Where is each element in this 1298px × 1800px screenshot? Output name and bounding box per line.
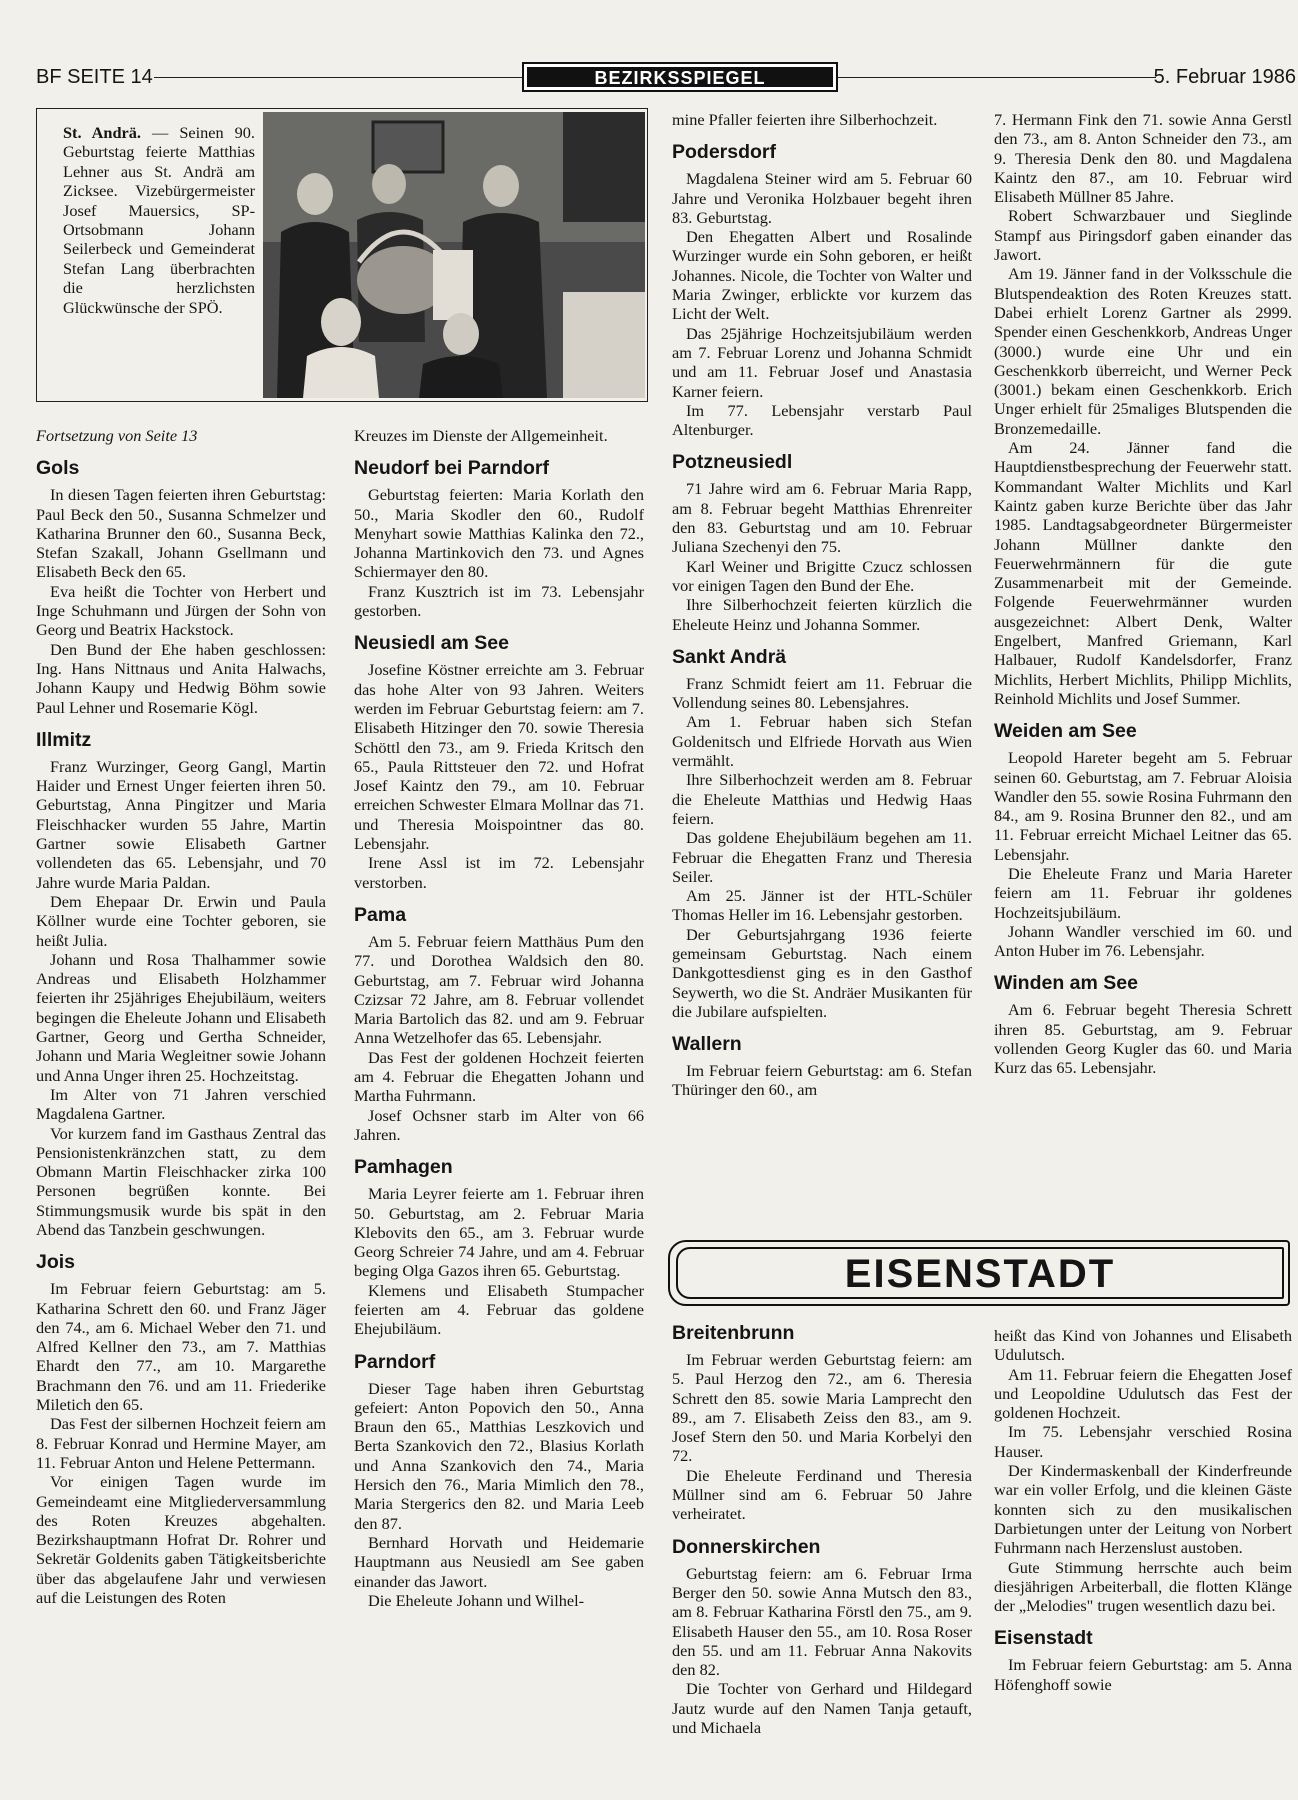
header-rule-right: [838, 77, 1156, 78]
locality-heading: Illmitz: [36, 728, 92, 751]
photo-illustration: [263, 112, 645, 398]
paragraph: Eva heißt die Tochter von Herbert und Inge Schuhmann und Jürgen der Sohn von Georg und Beatrix Hackstock.: [36, 581, 326, 640]
paragraph: Magdalena Steiner wird am 5. Februar 60 Jahre und Veronika Holzbauer begeht ihren 83. Geburtstag.: [672, 169, 972, 227]
locality-heading: Neudorf bei Parndorf: [354, 457, 550, 480]
paragraph: Franz Schmidt feiert am 11. Februar die Vollendung seines 80. Lebensjahres.: [672, 673, 972, 713]
locality-heading: Gols: [36, 457, 80, 480]
paragraph: Johann und Rosa Thalhammer sowie Andreas und Elisabeth Holzhammer feierten ihr 25jähriges Ehejubiläum, weiters begingen die Eheleute Johann und Elisabeth Gartner, Georg und Gertha Schneider, Johann und Maria Wegleitner sowie Johann und Anna Unger ihren 25. Hochzeitstag.: [36, 949, 326, 1085]
paragraph: Im Alter von 71 Jahren verschied Magdalena Gartner.: [36, 1084, 326, 1124]
paragraph: Vor kurzem fand im Gasthaus Zentral das Pensionistenkränzchen statt, zu dem Obmann Martin Fleischhacker zirka 100 Personen begrüßen konnte. Bei Stimmungsmusik wurde bis spät in den Abend das Tanzbein geschwungen.: [36, 1123, 326, 1239]
paragraph: Das 25jährige Hochzeitsjubiläum werden am 7. Februar Lorenz und Johanna Schmidt und am 11. Februar Josef und Anastasia Karner feiern.: [672, 323, 972, 401]
eisenstadt-column-b: [994, 1326, 1292, 1694]
photo-caption-head: St. Andrä.: [63, 123, 141, 142]
paragraph: 71 Jahre wird am 6. Februar Maria Rapp, am 8. Februar begeht Matthias Ehrenreiter den 83. Geburtstag und am 10. Februar Juliana Szechenyi den 75.: [672, 479, 972, 557]
locality-heading: Pamhagen: [354, 1156, 453, 1179]
paragraph: Am 5. Februar feiern Matthäus Pum den 77. und Dorothea Waldsich den 80. Geburtstag, am 7. Februar wird Johanna Czizsar 72 Jahre, am 8. Februar vollendet Maria Bartolich das 82. und am 9. Februar Anna Wetzelhofer das 65. Lebensjahr.: [354, 931, 644, 1048]
locality-heading: Jois: [36, 1251, 76, 1274]
paragraph: Die Eheleute Johann und Wilhel-: [368, 1590, 585, 1610]
locality-heading: Eisenstadt: [994, 1627, 1093, 1650]
paragraph: Am 1. Februar haben sich Stefan Goldenitsch und Elfriede Horvath aus Wien vermählt.: [672, 712, 972, 771]
column-1: [36, 426, 326, 1607]
paragraph: Klemens und Elisabeth Stumpacher feierten am 4. Februar das goldene Ehejubiläum.: [354, 1280, 644, 1339]
locality-heading: Parndorf: [354, 1350, 436, 1373]
section-title: BEZIRKSSPIEGEL: [527, 67, 833, 87]
paragraph: Das Fest der silbernen Hochzeit feiern am 8. Februar Konrad und Hermine Mayer, am 11. Februar Anton und Helene Pettermann.: [36, 1414, 326, 1472]
paragraph: Geburtstag feiern: am 6. Februar Irma Berger den 50. sowie Anna Mutsch den 83., am 8. Februar Katharina Förstl den 75., am 9. Elisabeth Hauser den 55., am 10. Rosa Roser den 55. und am 11. Februar Anna Nakovits den 82.: [672, 1563, 972, 1680]
column-2: [354, 426, 644, 1610]
paragraph: Im 77. Lebensjahr verstarb Paul Altenburger.: [672, 400, 972, 440]
photo-caption: [63, 123, 255, 317]
paragraph: Franz Wurzinger, Georg Gangl, Martin Haider und Ernest Unger feierten ihren 50. Geburtstag, Anna Pingitzer und Maria Fleischhacker wurden 55 Jahre, Martin Gartner sowie Elisabeth Gartner vollendeten das 65. Lebensjahr, und 70 Jahre wurde Maria Paldan.: [36, 756, 326, 892]
paragraph: Josef Ochsner starb im Alter von 66 Jahren.: [354, 1105, 644, 1144]
paragraph: Josefine Köstner erreichte am 3. Februar das hohe Alter von 93 Jahren. Weiters werden im Februar Geburtstag feiern: am 7. Elisabeth Hitzinger den 70. sowie Theresia Schöttl den 73., am 9. Frieda Kritsch den 65., Paula Rittsteuer den 72. und Hofrat Josef Kaintz den 79., am 10. Februar erreichen Schwester Elmara Mollnar das 71. und Theresia Moispointner das 80. Lebensjahr.: [354, 660, 644, 854]
paragraph: Gute Stimmung herrschte auch beim diesjährigen Arbeiterball, die flotten Klänge der „Melodies" trugen wesentlich dazu bei.: [994, 1557, 1292, 1616]
paragraph: Die Tochter von Gerhard und Hildegard Jautz wurde auf den Namen Tanja getauft, und Michaela: [672, 1679, 972, 1738]
paragraph: Im Februar feiern Geburtstag: am 6. Stefan Thüringer den 60., am: [672, 1061, 972, 1100]
page-number: BF SEITE 14: [36, 66, 153, 88]
column-3: [672, 110, 972, 1100]
locality-heading: Donnerskirchen: [672, 1535, 821, 1558]
paragraph: Am 25. Jänner ist der HTL-Schüler Thomas Heller im 16. Lebensjahr gestorben.: [672, 886, 972, 925]
paragraph: Im Februar feiern Geburtstag: am 5. Anna Höfenghoff sowie: [994, 1655, 1292, 1694]
paragraph: Der Kindermaskenball der Kinderfreunde war ein voller Erfolg, und die kleinen Gäste konnten sich zu den musikalischen Darbietungen unter der Leitung von Norbert Fuhrmann nach Herzenslust austoben.: [994, 1461, 1292, 1558]
paragraph: Am 6. Februar begeht Theresia Schrett ihren 85. Geburtstag, am 9. Februar vollenden Georg Kugler das 60. und Maria Kurz das 65. Lebensjahr.: [994, 1000, 1292, 1078]
column-3-lead: mine Pfaller feierten ihre Silberhochzeit.: [672, 110, 938, 129]
locality-heading: Podersdorf: [672, 141, 777, 164]
locality-heading: Winden am See: [994, 972, 1138, 995]
paragraph: Im Februar werden Geburtstag feiern: am 5. Paul Herzog den 72., am 6. Theresia Schrett den 85. sowie Maria Lamprecht den 89., am 7. Elisabeth Zeiss den 83., am 9. Josef Stern den 50. und Maria Korbelyi den 72.: [672, 1350, 972, 1466]
column-2-lead: Kreuzes im Dienste der Allgemeinheit.: [354, 426, 608, 445]
locality-heading: Weiden am See: [994, 720, 1137, 743]
issue-date: 5. Februar 1986: [1153, 66, 1296, 88]
paragraph: Irene Assl ist im 72. Lebensjahr verstorben.: [354, 853, 644, 892]
paragraph: Johann Wandler verschied im 60. und Anton Huber im 76. Lebensjahr.: [994, 921, 1292, 961]
paragraph: Vor einigen Tagen wurde im Gemeindeamt eine Mitgliederversammlung des Roten Kreuzes abgehalten. Bezirkshauptmann Hofrat Dr. Rohrer und Sekretär Goldenits gaben Tätigkeitsberichte über das abgelaufene Jahr und verwiesen auf die Leistungen des Roten: [36, 1472, 326, 1608]
locality-heading: Sankt Andrä: [672, 645, 787, 668]
paragraph: Dieser Tage haben ihren Geburtstag gefeiert: Anton Popovich den 50., Anna Braun den 65., Matthias Leszkovich und Berta Szankovich den 72., Blasius Korlath und Anna Szankovich den 74., Maria Hersich den 76., Maria Mimlich den 78., Maria Stergerics den 82. und Maria Leeb den 87.: [354, 1378, 644, 1533]
eisenstadt-banner-title: EISENSTADT: [676, 1247, 1284, 1299]
column-4: [994, 110, 1292, 1078]
paragraph: Maria Leyrer feierte am 1. Februar ihren 50. Geburtstag, am 2. Februar Maria Klebovits den 65., am 3. Februar wurde Georg Schreier 74 Jahre, und am 4. Februar beging Olga Gazos ihren 65. Geburtstag.: [354, 1184, 644, 1281]
eisenstadt-banner: [668, 1240, 1290, 1306]
paragraph: Am 24. Jänner fand die Hauptdienstbesprechung der Feuerwehr statt. Kommandant Walter Michlits und Karl Kaintz gaben kurze Berichte über das Jahr 1985. Landtagsabgeordneter Bürgermeister Johann Müllner dankte den Feuerwehrmännern für die gute Zusammenarbeit mit der Gemeinde. Folgende Feuerwehrmänner wurden ausgezeichnet: Albert Denk, Walter Engelbert, Manfred Griemann, Karl Halbauer, Rudolf Kandelsdorfer, Franz Michlits, Herbert Michlits, Philipp Michlits, Reinhold Michlits und Josef Summer.: [994, 438, 1292, 708]
paragraph: Am 11. Februar feiern die Ehegatten Josef und Leopoldine Udulutsch das Fest der goldenen Hochzeit.: [994, 1364, 1292, 1423]
eisenstadt-column-a: [672, 1310, 972, 1737]
paragraph: Den Bund der Ehe haben geschlossen: Ing. Hans Nittnaus und Anita Halwachs, Johann Kaupy und Hedwig Böhm sowie Paul Lehner und Rosemarie Kögl.: [36, 639, 326, 717]
paragraph: Der Geburtsjahrgang 1936 feierte gemeinsam Geburtstag. Nach einem Dankgottesdienst ging es in den Gasthof Seywerth, wo die St. Andräer Musikanten für die Jubilare aufspielten.: [672, 924, 972, 1021]
paragraph: Franz Kusztrich ist im 73. Lebensjahr gestorben.: [354, 581, 644, 621]
header-rule-left: [154, 77, 522, 78]
paragraph: 7. Hermann Fink den 71. sowie Anna Gerstl den 73., am 8. Anton Schneider den 73., am 9. Theresia Denk den 80. und Magdalena Kaintz den 87., am 10. Februar wird Elisabeth Müllner 85 Jahre.: [994, 110, 1292, 207]
paragraph: Ihre Silberhochzeit werden am 8. Februar die Eheleute Matthias und Hedwig Haas feiern.: [672, 770, 972, 828]
paragraph: Das goldene Ehejubiläum begehen am 11. Februar die Ehegatten Franz und Theresia Seiler.: [672, 828, 972, 886]
photo-image: [263, 112, 645, 398]
section-badge: [522, 62, 838, 92]
paragraph: Leopold Hareter begeht am 5. Februar seinen 60. Geburtstag, am 7. Februar Aloisia Wandler den 55. sowie Rosina Fuhrmann den 84., am 9. Rosina Brunner den 82., und am 11. Februar erreicht Michael Leitner das 65. Lebensjahr.: [994, 748, 1292, 864]
photo-caption-body: — Seinen 90. Geburtstag feierte Matthias Lehner aus St. Andrä am Zicksee. Vizebürgermeister Josef Mauersics, SP-Ortsobmann Johann Seilerbeck und Gemeinderat Stefan Lang überbrachten die herzlichsten Glückwünsche der SPÖ.: [63, 123, 255, 317]
paragraph: Das Fest der goldenen Hochzeit feierten am 4. Februar die Ehegatten Johann und Martha Fuhrmann.: [354, 1047, 644, 1106]
paragraph: Den Ehegatten Albert und Rosalinde Wurzinger wurde ein Sohn geboren, er heißt Johannes. Nicole, die Tochter von Walter und Maria Zwinger, erblickte vor kurzem das Licht der Welt.: [672, 227, 972, 324]
locality-heading: Potzneusiedl: [672, 451, 793, 474]
paragraph: In diesen Tagen feierten ihren Geburtstag: Paul Beck den 50., Susanna Schmelzer und Katharina Brunner den 60., Susanna Beck, Stefan Szakall, Johann Gsellmann und Elisabeth Beck den 65.: [36, 485, 326, 582]
photo-box: [36, 108, 648, 402]
paragraph: Die Eheleute Ferdinand und Theresia Müllner sind am 6. Februar 50 Jahre verheiratet.: [672, 1465, 972, 1524]
locality-heading: Neusiedl am See: [354, 632, 509, 655]
paragraph: Ihre Silberhochzeit feierten kürzlich die Eheleute Heinz und Johanna Sommer.: [672, 595, 972, 634]
locality-heading: Breitenbrunn: [672, 1322, 795, 1344]
locality-heading: Wallern: [672, 1033, 742, 1056]
continuation-note: Fortsetzung von Seite 13: [36, 426, 198, 445]
page-header: [36, 58, 1296, 98]
paragraph: Dem Ehepaar Dr. Erwin und Paula Köllner wurde eine Tochter geboren, sie heißt Julia.: [36, 891, 326, 950]
paragraph: Am 19. Jänner fand in der Volksschule die Blutspendeaktion des Roten Kreuzes statt. Dabei erhielt Lorenz Gartner als 2999. Spender einen Geschenkkorb, Andreas Unger (3000.) wurde eine Uhr und ein Geschenkkorb überreicht, und Werner Peck (3001.) bekam einen Geschenkkorb. Erich Unger erhielt für 25maliges Blutspenden die Bronzemedaille.: [994, 264, 1292, 438]
paragraph: Robert Schwarzbauer und Sieglinde Stampf aus Piringsdorf gaben einander das Jawort.: [994, 206, 1292, 265]
paragraph: Im Februar feiern Geburtstag: am 5. Katharina Schrett den 60. und Franz Jäger den 74., am 6. Michael Weber den 71. und Alfred Kellner den 73., am 7. Matthias Ehardt den 77., am 10. Margarethe Brachmann den 76. und am 11. Friederike Miletich den 65.: [36, 1279, 326, 1415]
paragraph: Geburtstag feierten: Maria Korlath den 50., Maria Skodler den 60., Rudolf Menyhart sowie Matthias Kalinka den 72., Johanna Martinkovich den 73. und Agnes Schiermayer den 80.: [354, 485, 644, 582]
paragraph: Im 75. Lebensjahr verschied Rosina Hauser.: [994, 1422, 1292, 1461]
locality-heading: Pama: [354, 903, 407, 926]
paragraph: Die Eheleute Franz und Maria Hareter feiern am 11. Februar ihr goldenes Hochzeitsjubiläum.: [994, 863, 1292, 922]
paragraph: heißt das Kind von Johannes und Elisabeth Udulutsch.: [994, 1326, 1292, 1365]
paragraph: Bernhard Horvath und Heidemarie Hauptmann aus Neusiedl am See gaben einander das Jawort.: [354, 1532, 644, 1591]
paragraph: Karl Weiner und Brigitte Czucz schlossen vor einigen Tagen den Bund der Ehe.: [672, 556, 972, 595]
